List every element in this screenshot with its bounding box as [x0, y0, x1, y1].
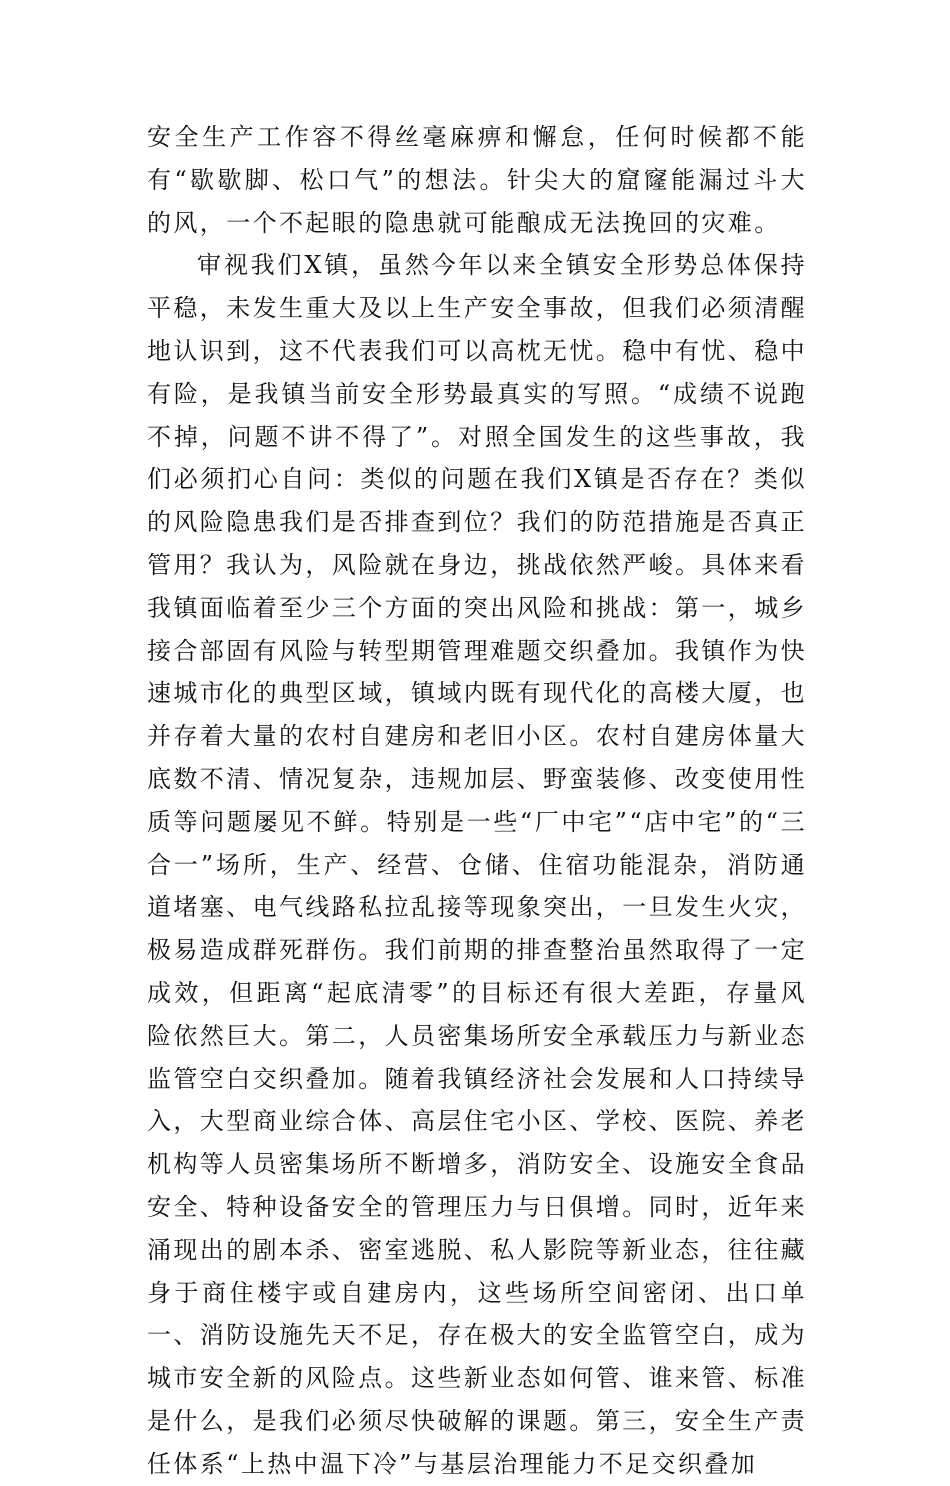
- document-body: [147, 116, 807, 1486]
- paragraph-1: 安全生产工作容不得丝毫麻痹和懈怠，任何时候都不能有“歇歇脚、松口气”的想法。针尖大的窟窿能漏过斗大的风，一个不起眼的隐患就可能酿成无法挽回的灾难。: [147, 123, 807, 237]
- paragraph-2: 审视我们X镇，虽然今年以来全镇安全形势总体保持平稳，未发生重大及以上生产安全事故，但我们必须清醒地认识到，这不代表我们可以高枕无忧。稳中有忧、稳中有险，是我镇当前安全形势最真实的写照。“成绩不说跑不掉，问题不讲不得了”。对照全国发生的这些事故，我们必须扪心自问：类似的问题在我们X镇是否存在？类似的风险隐患我们是否排查到位？我们的防范措施是否真正管用？我认为，风险就在身边，挑战依然严峻。具体来看我镇面临着至少三个方面的突出风险和挑战：第一，城乡接合部固有风险与转型期管理难题交织叠加。我镇作为快速城市化的典型区域，镇域内既有现代化的高楼大厦，也并存着大量的农村自建房和老旧小区。农村自建房体量大底数不清、情况复杂，违规加层、野蛮装修、改变使用性质等问题屡见不鲜。特别是一些“厂中宅”“店中宅”的“三合一”场所，生产、经营、仓储、住宿功能混杂，消防通道堵塞、电气线路私拉乱接等现象突出，一旦发生火灾，极易造成群死群伤。我们前期的排查整治虽然取得了一定成效，但距离“起底清零”的目标还有很大差距，存量风险依然巨大。第二，人员密集场所安全承载压力与新业态监管空白交织叠加。随着我镇经济社会发展和人口持续导入，大型商业综合体、高层住宅小区、学校、医院、养老机构等人员密集场所不断增多，消防安全、设施安全食品安全、特种设备安全的管理压力与日俱增。同时，近年来涌现出的剧本杀、密室逃脱、私人影院等新业态，往往藏身于商住楼宇或自建房内，这些场所空间密闭、出口单一、消防设施先天不足，存在极大的安全监管空白，成为城市安全新的风险点。这些新业态如何管、谁来管、标准是什么，是我们必须尽快破解的课题。第三，安全生产责任体系“上热中温下冷”与基层治理能力不足交织叠加: [147, 251, 807, 1478]
